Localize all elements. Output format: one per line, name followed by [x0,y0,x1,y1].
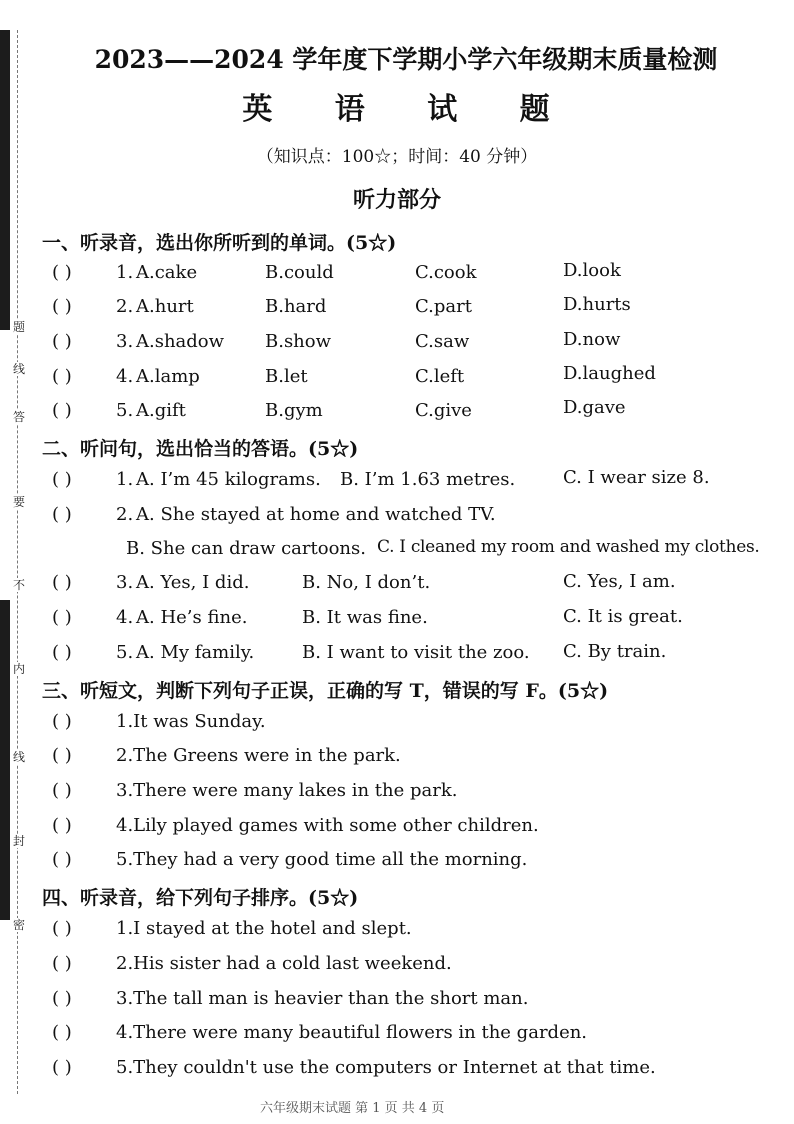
option-a: A.cake [136,262,198,283]
option-c: C.part [415,296,472,317]
question-number: 3. [116,331,134,352]
option-a: A. Yes, I did. [136,572,250,593]
answer-bracket[interactable]: ( ) [52,642,72,663]
question-number: 2. [116,296,134,317]
option-b: B.gym [265,400,323,421]
binding-char: 题 [12,320,25,334]
exam-title: 2023——2024 学年度下学期小学六年级期末质量检测 [94,45,718,74]
binding-char: 密 [12,918,25,932]
option-a: A.gift [136,400,186,421]
question-number: 2. [116,504,134,525]
question-number: 1. [116,262,134,283]
binding-char: 线 [12,750,25,764]
answer-bracket[interactable]: ( ) [52,572,72,593]
subject-title: 英 语 试 题 [242,92,576,127]
option-d: D.laughed [563,363,656,384]
option-b: B. I want to visit the zoo. [302,642,530,663]
option-b: B.show [265,331,332,352]
sentence-text: 5.They couldn't use the computers or Internet at that time. [116,1057,656,1078]
answer-bracket[interactable]: ( ) [52,918,72,939]
statement-text: 4.Lily played games with some other children. [116,815,539,836]
question-number: 1. [116,469,134,490]
option-a: A.shadow [136,331,225,352]
answer-bracket[interactable]: ( ) [52,711,72,732]
answer-bracket[interactable]: ( ) [52,953,72,974]
answer-bracket[interactable]: ( ) [52,849,72,870]
page-footer: 六年级期末试题 第 1 页 共 4 页 [260,1101,445,1116]
option-c: C. Yes, I am. [563,571,676,592]
answer-bracket[interactable]: ( ) [52,607,72,628]
section-1-title: 一、听录音，选出你所听到的单词。(5☆) [42,232,397,254]
sentence-text: 4.There were many beautiful flowers in the garden. [116,1022,588,1043]
option-c: C. It is great. [563,606,683,627]
answer-bracket[interactable]: ( ) [52,469,72,490]
option-a: A. My family. [136,642,255,663]
option-a: A. She stayed at home and watched TV. [136,504,496,525]
option-d: D.hurts [563,294,631,315]
statement-text: 2.The Greens were in the park. [116,745,401,766]
answer-bracket[interactable]: ( ) [52,745,72,766]
option-b: B. I’m 1.63 metres. [340,469,516,490]
statement-text: 5.They had a very good time all the morning. [116,849,528,870]
binding-char: 要 [12,495,25,509]
option-c: C. I cleaned my room and washed my clothes. [377,537,760,557]
option-a: A.lamp [136,366,200,387]
option-c: C. I wear size 8. [563,467,710,488]
option-c: C.give [415,400,472,421]
option-c: C. By train. [563,641,667,662]
section-2-title: 二、听问句，选出恰当的答语。(5☆) [42,438,359,460]
binding-char: 线 [12,362,25,376]
option-c: C.saw [415,331,470,352]
question-number: 4. [116,607,134,628]
option-b: B.could [265,262,334,283]
answer-bracket[interactable]: ( ) [52,504,72,525]
part-title: 听力部分 [352,187,441,213]
answer-bracket[interactable]: ( ) [52,988,72,1009]
answer-bracket[interactable]: ( ) [52,1057,72,1078]
option-d: D.look [563,260,621,281]
option-b: B.let [265,366,308,387]
binding-char: 不 [12,578,25,592]
option-c: C.left [415,366,465,387]
binding-char: 封 [12,834,25,848]
option-d: D.gave [563,397,626,418]
answer-bracket[interactable]: ( ) [52,780,72,801]
question-number: 4. [116,366,134,387]
option-b: B. No, I don’t. [302,572,431,593]
answer-bracket[interactable]: ( ) [52,1022,72,1043]
question-number: 5. [116,642,134,663]
option-b: B.hard [265,296,327,317]
section-4-title: 四、听录音，给下列句子排序。(5☆) [42,887,359,909]
statement-text: 1.It was Sunday. [116,711,266,732]
sentence-text: 3.The tall man is heavier than the short man. [116,988,529,1009]
binding-char: 答 [12,410,25,424]
answer-bracket[interactable]: ( ) [52,366,72,387]
question-number: 3. [116,572,134,593]
option-a: A. I’m 45 kilograms. [136,469,321,490]
option-a: A.hurt [136,296,194,317]
answer-bracket[interactable]: ( ) [52,400,72,421]
section-3-title: 三、听短文，判断下列句子正误，正确的写 T，错误的写 F。(5☆) [42,680,609,702]
score-time-line: （知识点：100☆；时间：40 分钟） [256,147,538,167]
sentence-text: 1.I stayed at the hotel and slept. [116,918,412,939]
option-b: B. She can draw cartoons. [126,538,366,559]
answer-bracket[interactable]: ( ) [52,262,72,283]
option-b: B. It was fine. [302,607,428,628]
answer-bracket[interactable]: ( ) [52,296,72,317]
question-number: 5. [116,400,134,421]
answer-bracket[interactable]: ( ) [52,815,72,836]
statement-text: 3.There were many lakes in the park. [116,780,458,801]
option-c: C.cook [415,262,477,283]
sentence-text: 2.His sister had a cold last weekend. [116,953,452,974]
answer-bracket[interactable]: ( ) [52,331,72,352]
option-d: D.now [563,329,621,350]
binding-char: 内 [12,662,25,676]
option-a: A. He’s fine. [136,607,248,628]
